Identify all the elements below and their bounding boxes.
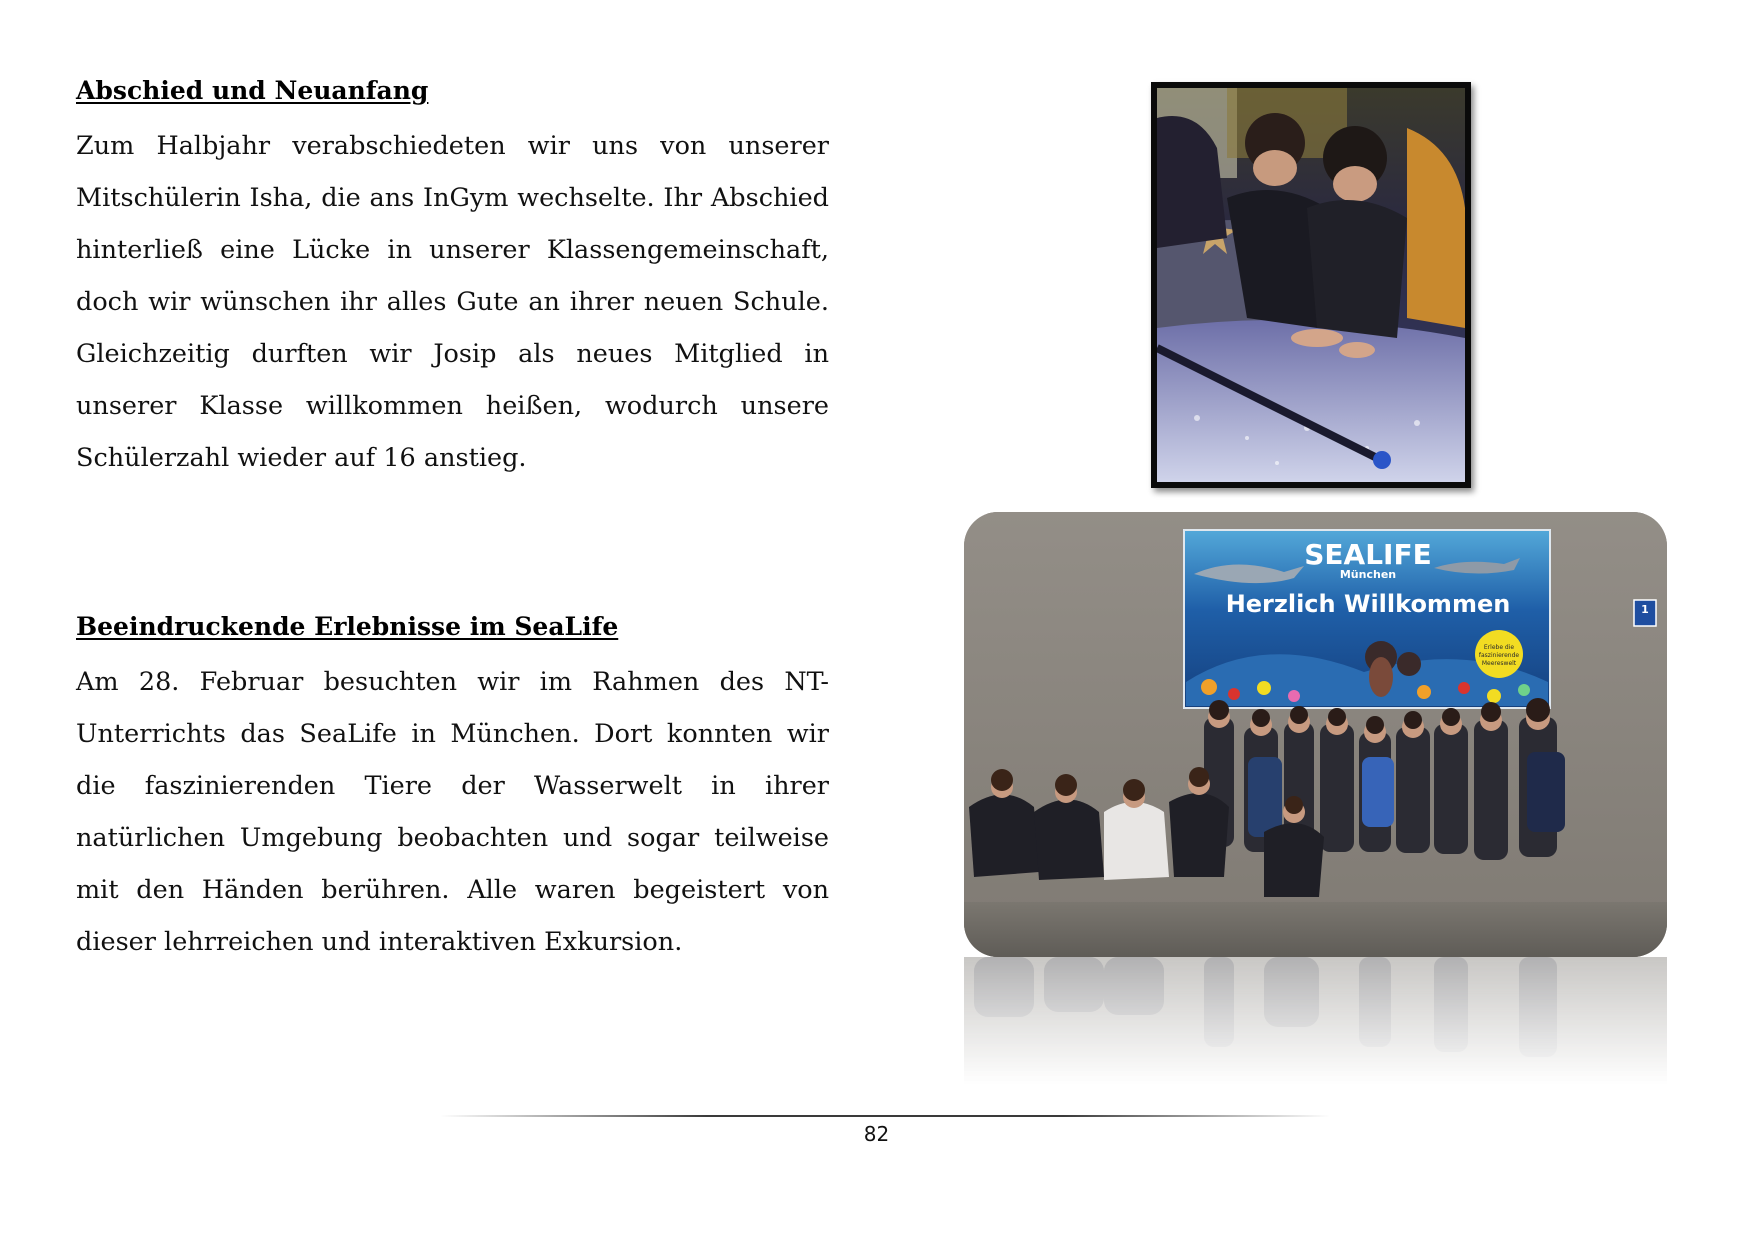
group-photo-reflection [964,957,1667,1085]
badge-line-1: Erlebe die [1483,644,1515,651]
section-paragraph-sealife: Am 28. Februar besuchten wir im Rahmen des NT-Unterrichts das SeaLife in München. Dort konnten wir die faszinierenden Tiere der Wasserwelt in ihrer natürlichen Umgebung beobachten und sogar teilweise mit den Händen berühren. Alle waren begeistert von dieser lehrreichen und interaktiven Exkursion. [76,667,829,957]
banner-brand-text: SEALIFE [1304,538,1432,571]
section-paragraph-abschied: Zum Halbjahr verabschiedeten wir uns von unserer Mitschülerin Isha, die ans InGym wechselte. Ihr Abschied hinterließ eine Lücke in unserer Klassengemeinschaft, doch wir wünschen ihr alles Gute an ihrer neuen Schule. Gleichzeitig durften wir Josip als neues Mitglied in unserer Klasse willkommen heißen, wodurch unsere Schülerzahl wieder auf 16 anstieg. [76,131,829,473]
badge-line-2: faszinierende [1478,652,1520,659]
section-heading-sealife: Beeindruckende Erlebnisse im SeaLife [76,612,619,641]
banner-welcome-text: Herzlich Willkommen [1225,590,1511,618]
section-heading-abschied: Abschied und Neuanfang [76,76,429,105]
touch-pool-photo [1151,82,1471,488]
badge-line-3: Meereswelt [1481,660,1517,667]
banner-city-text: München [1339,568,1397,581]
footer-divider [440,1115,1330,1117]
street-sign-number: 1 [1641,603,1649,616]
page-number: 82 [863,1122,890,1146]
group-photo-sealife [964,512,1667,957]
